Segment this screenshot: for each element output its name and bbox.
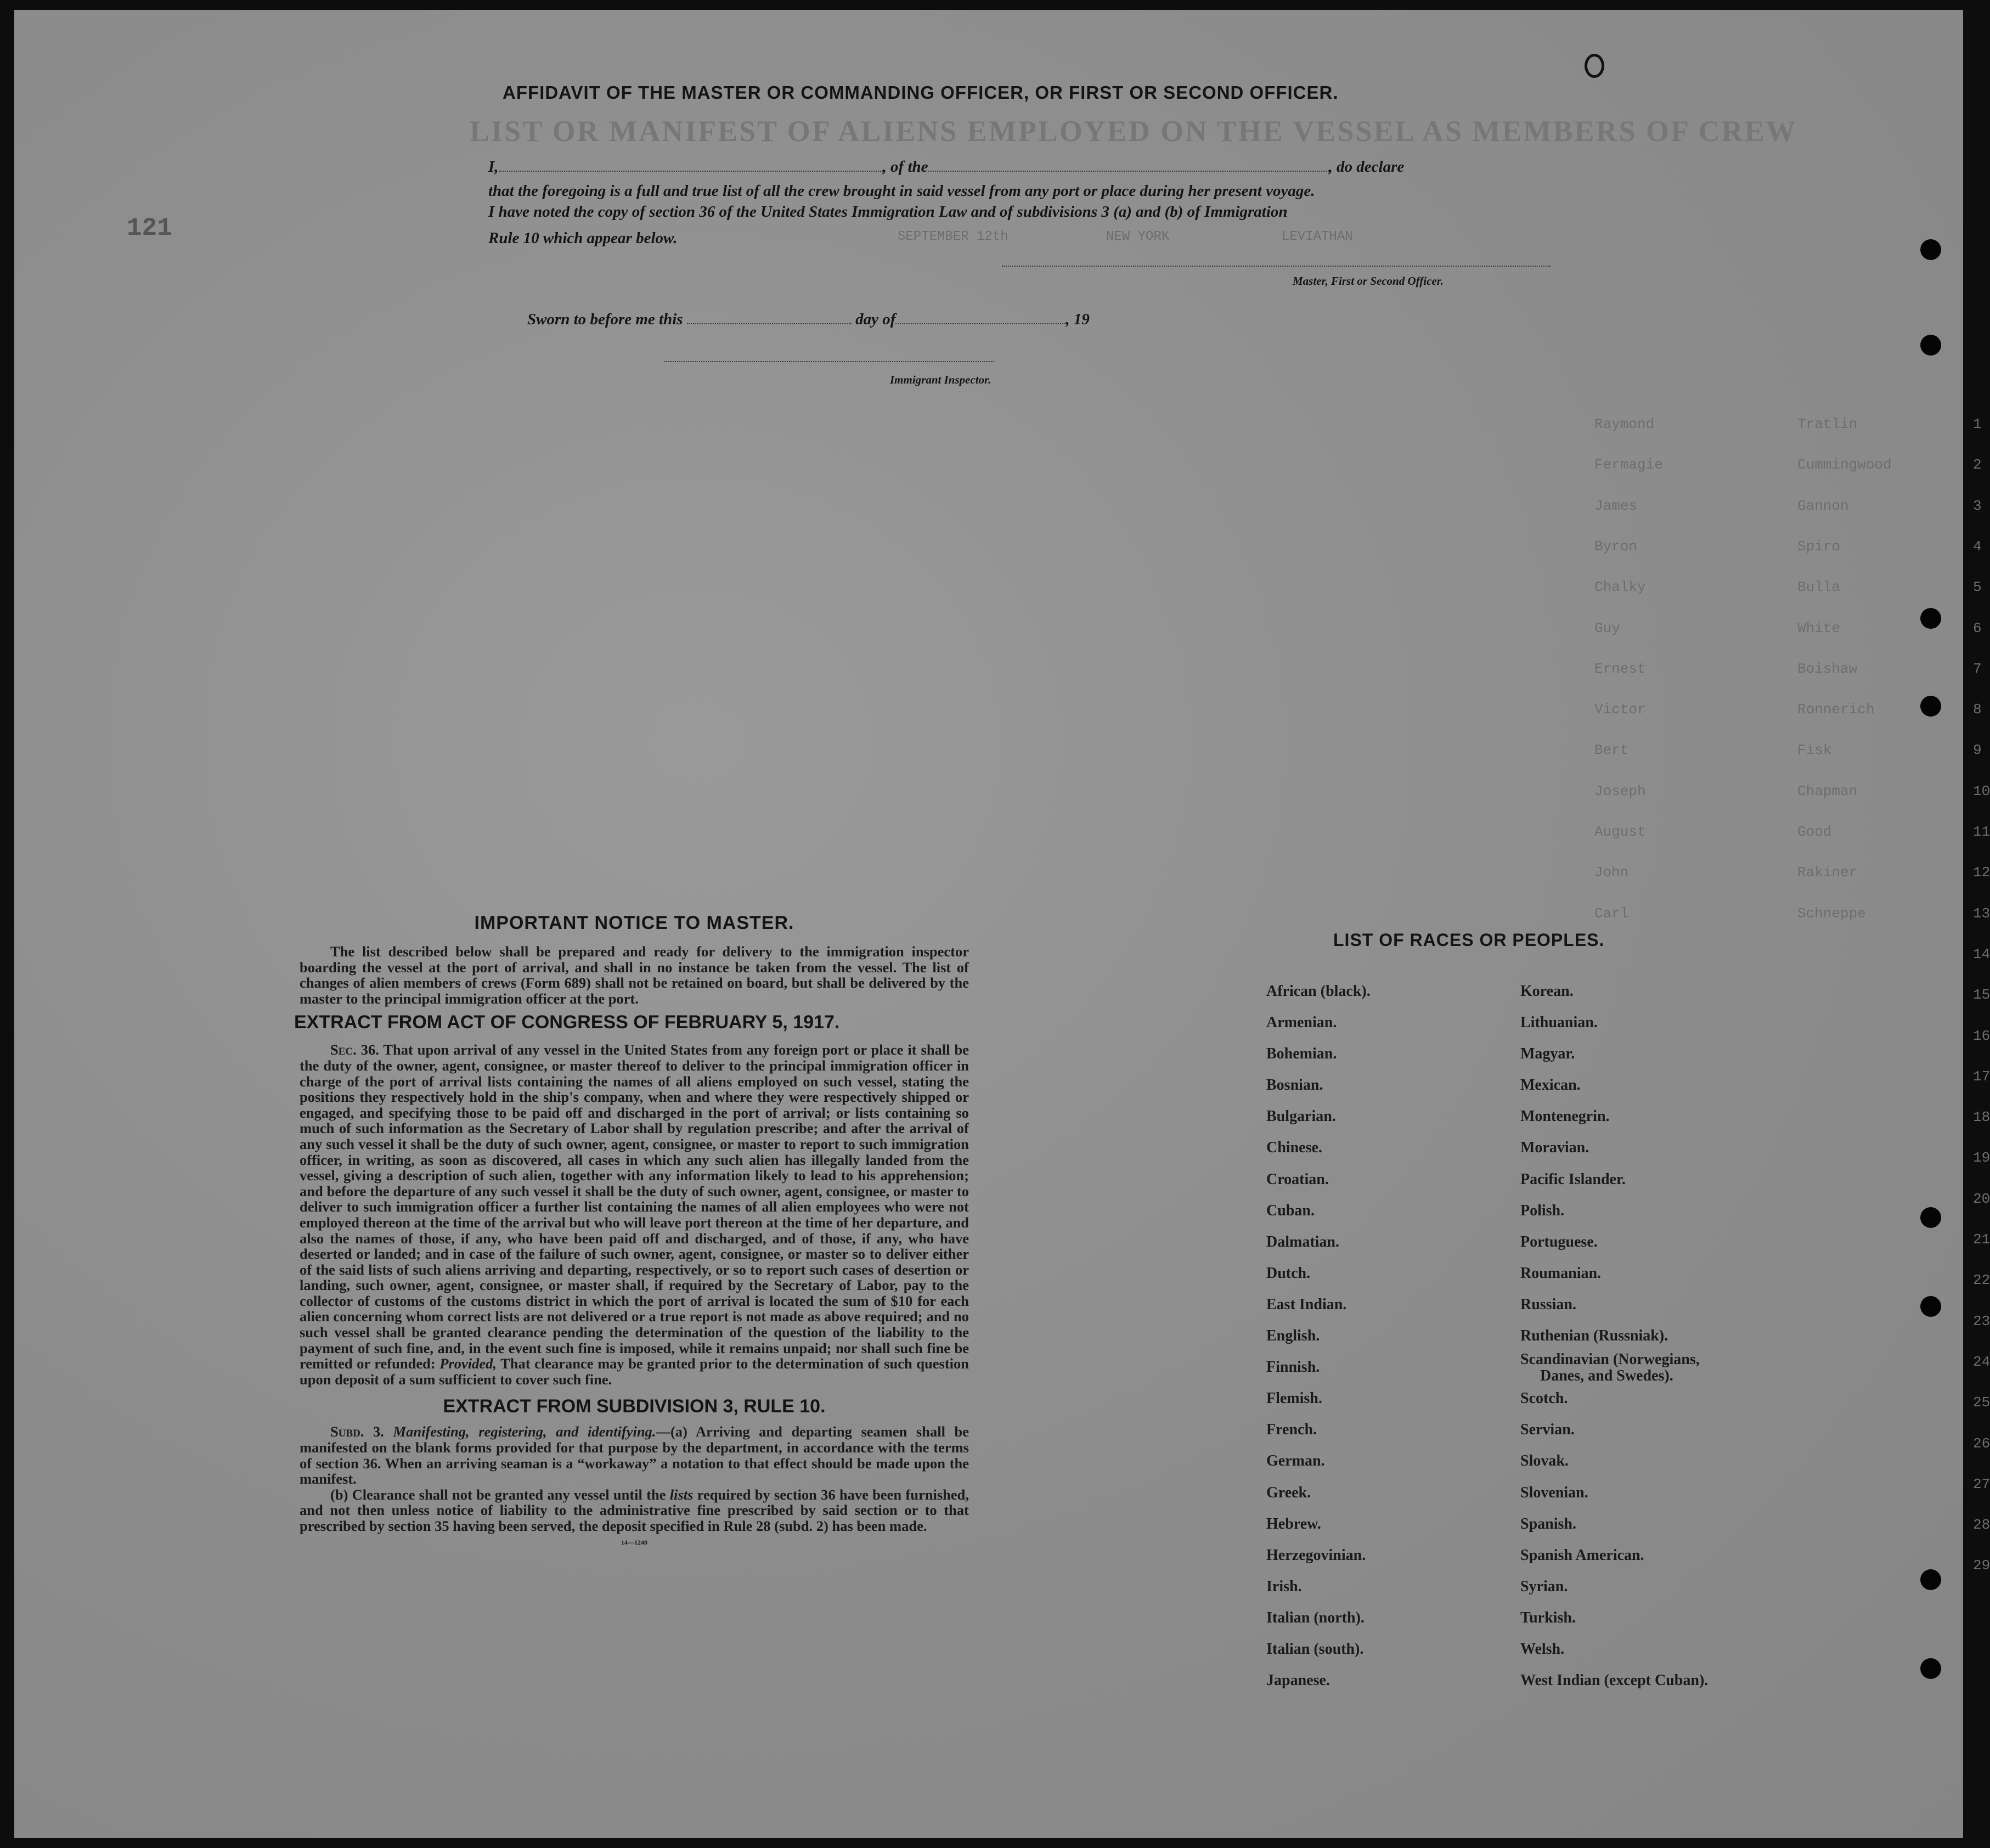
- race-item: Finnish.: [1266, 1359, 1320, 1376]
- inspector-signature-label: Immigrant Inspector.: [890, 373, 991, 386]
- background-row-number: 18: [1973, 1109, 1990, 1126]
- background-row-number: 21: [1973, 1231, 1990, 1248]
- manifest-page: [14, 10, 1990, 1838]
- background-given-name: James: [1594, 497, 1638, 514]
- background-side-number: 121: [127, 214, 172, 243]
- background-surname: Gannon: [1797, 497, 1849, 514]
- background-surname: Boishaw: [1797, 660, 1858, 677]
- race-item: Flemish.: [1266, 1390, 1322, 1407]
- background-given-name: Bert: [1594, 742, 1629, 759]
- sworn-day-field[interactable]: [687, 323, 852, 324]
- race-item: Italian (north).: [1266, 1609, 1365, 1626]
- background-row-number: 2: [1973, 457, 1982, 474]
- background-row: [179, 416, 1982, 432]
- race-item: German.: [1266, 1452, 1325, 1470]
- race-item: Danes, and Swedes).: [1540, 1367, 1673, 1385]
- background-row-number: 15: [1973, 987, 1990, 1004]
- race-item: Chinese.: [1266, 1139, 1322, 1157]
- race-item: Spanish American.: [1520, 1546, 1644, 1564]
- background-given-name: Joseph: [1594, 782, 1646, 799]
- background-vessel: LEVIATHAN: [1282, 229, 1353, 244]
- race-item: Slovenian.: [1520, 1484, 1588, 1501]
- background-row: [179, 824, 1990, 840]
- race-item: Welsh.: [1520, 1640, 1565, 1658]
- background-row: [179, 619, 1982, 636]
- background-given-name: Byron: [1594, 538, 1638, 555]
- background-given-name: Ernest: [1594, 660, 1646, 677]
- race-item: East Indian.: [1266, 1295, 1347, 1313]
- act-extract-body: [300, 1042, 969, 1387]
- affidavit-line-2: that the foregoing is a full and true list of all the crew brought in said vessel from any port or place during her present voyage.: [488, 182, 1315, 200]
- background-row-number: 22: [1973, 1272, 1990, 1289]
- background-row-number: 3: [1973, 497, 1982, 514]
- master-signature-field[interactable]: [1002, 266, 1551, 267]
- background-row-number: 9: [1973, 742, 1982, 759]
- sworn-day-of: day of: [855, 311, 896, 328]
- background-row: [179, 864, 1990, 881]
- background-row-number: 13: [1973, 905, 1990, 922]
- master-name-field[interactable]: [499, 171, 883, 172]
- background-row: [179, 497, 1982, 514]
- affidavit-i: I,: [488, 158, 499, 176]
- background-row-number: 8: [1973, 701, 1982, 718]
- background-surname: Tratlin: [1797, 416, 1858, 432]
- background-surname: Chapman: [1797, 782, 1858, 799]
- master-signature-label: Master, First or Second Officer.: [1293, 274, 1444, 288]
- notice-title: IMPORTANT NOTICE TO MASTER.: [474, 912, 794, 933]
- race-item: Irish.: [1266, 1577, 1302, 1595]
- inspector-signature-field[interactable]: [664, 361, 994, 362]
- background-row-number: 7: [1973, 660, 1982, 677]
- race-item: Bosnian.: [1266, 1077, 1323, 1094]
- background-row-number: 1: [1973, 416, 1982, 432]
- background-row-number: 11: [1973, 824, 1990, 840]
- background-row-number: 16: [1973, 1027, 1990, 1044]
- background-given-name: Victor: [1594, 701, 1646, 718]
- subd-3-label: Subd. 3.: [330, 1423, 384, 1440]
- binder-hole: [1920, 239, 1941, 260]
- race-item: Spanish.: [1520, 1515, 1576, 1533]
- subd-3-heading: Manifesting, registering, and identifying.: [393, 1423, 656, 1440]
- rule-b-start: (b) Clearance shall not be granted any vessel until the: [330, 1486, 666, 1503]
- background-row-number: 4: [1973, 538, 1982, 555]
- races-left-column: [1266, 976, 1371, 1696]
- rule-b-end: required by section 36 have been furnished, and not then unless notice of liability to the administrative fine prescribed by said section or to that prescribed by section 35 having been served, the deposit specified in Rule 28 (subd. 2) has been made.: [300, 1486, 969, 1534]
- background-row-number: 23: [1973, 1312, 1990, 1329]
- background-surname: Bulla: [1797, 579, 1841, 596]
- affidavit-line-4: Rule 10 which appear below.: [488, 229, 678, 247]
- race-item: Italian (south).: [1266, 1640, 1364, 1658]
- background-row-number: 17: [1973, 1068, 1990, 1085]
- rule-para-b: [300, 1487, 969, 1534]
- notice-column: [294, 912, 969, 1547]
- form-number: 14—1240: [621, 1538, 647, 1546]
- race-item: Greek.: [1266, 1484, 1311, 1501]
- notice-body: The list described below shall be prepared and ready for delivery to the immigration inspector boarding the vessel at the port of arrival, and shall in no instance be taken from the vessel. The list of changes of alien members of crews (Form 689) shall not be retained on board, but shall be delivered by the master to the principal immigration officer at the port.: [300, 943, 969, 1007]
- background-row: [179, 701, 1982, 718]
- sec-36-text: That upon arrival of any vessel in the United States from any foreign port or place it shall be the duty of the owner, agent, consignee, or master thereof to deliver to the principal immigration officer in charge of the port of arrival lists containing the names of all aliens employed on such vessel, stating the positions they respectively hold in the ship's company, when and where they were respectively shipped or engaged, and specifying those to be paid off and discharged in the port of arrival; or lists containing so much of such information as the Secretary of Labor shall by regulation prescribe; and after the arrival of any such vessel it shall be the duty of such owner, agent, consignee, or master to report to such immigration officer, in writing, as soon as discovered, all cases in which any such alien has illegally landed from the vessel, giving a description of such alien, together with any information likely to lead to his apprehension; and before the departure of any such vessel it shall be the duty of such owner, agent, consignee, or master to deliver to such immigration officer a further list containing the names of all alien employees who were not employed thereon at the time of the arrival but who will leave port thereon at the time of her departure, and also the names of those, if any, who have been paid off and discharged, and of those, if any, who have deserted or landed; and in case of the failure of such owner, agent, consignee, or master so to deliver either of the said lists of such aliens arriving and departing, respectively, or so to report such cases of desertion or landing, such owner, agent, consignee, or master shall, if required by the Secretary of Labor, pay to the collector of customs of the customs district in which the port of arrival is located the sum of $10 for each alien concerning whom correct lists are not delivered or a true report is not made as above required; and no such vessel shall be granted clearance pending the determination of the question of the liability to the payment of such fine, and, in the event such fine is imposed, while it remains unpaid; nor shall such fine be remitted or refunded:: [300, 1041, 969, 1372]
- race-item: Roumanian.: [1520, 1264, 1602, 1282]
- race-item: Herzegovinian.: [1266, 1546, 1366, 1564]
- affidavit-declare: , do declare: [1328, 158, 1405, 176]
- subd-3-text: —(a) Arriving and departing seamen shall be manifested on the blank forms provided for that purpose by the department, in accordance with the terms of section 36. When an arriving seaman is a “workaway” a notation to that effect should be made upon the manifest.: [300, 1423, 969, 1488]
- binder-hole: [1920, 1207, 1941, 1228]
- background-date: SEPTEMBER 12th: [898, 229, 1008, 244]
- race-item: Russian.: [1520, 1295, 1576, 1313]
- race-item: Dalmatian.: [1266, 1233, 1339, 1250]
- affidavit-line-3: I have noted the copy of section 36 of the United States Immigration Law and of subdivisions 3 (a) and (b) of Immigration: [488, 203, 1288, 221]
- sworn-year: , 19: [1066, 311, 1090, 328]
- race-item: Magyar.: [1520, 1045, 1575, 1063]
- background-row: [179, 579, 1982, 596]
- race-item: Scandinavian (Norwegians,: [1520, 1351, 1700, 1368]
- background-given-name: Raymond: [1594, 416, 1655, 432]
- race-item: Hebrew.: [1266, 1515, 1321, 1533]
- sworn-month-field[interactable]: [895, 323, 1066, 324]
- background-surname: White: [1797, 619, 1841, 636]
- corner-ring-icon: [1585, 54, 1604, 78]
- vessel-name-field[interactable]: [928, 171, 1329, 172]
- race-item: Croatian.: [1266, 1170, 1329, 1188]
- background-surname: Spiro: [1797, 538, 1841, 555]
- race-item: Mexican.: [1520, 1077, 1581, 1094]
- race-item: French.: [1266, 1421, 1317, 1439]
- races-right-column: [1520, 976, 1708, 1696]
- background-row: [179, 782, 1990, 799]
- race-item: Polish.: [1520, 1202, 1565, 1219]
- race-item: Bohemian.: [1266, 1045, 1337, 1063]
- race-item: Lithuanian.: [1520, 1014, 1598, 1032]
- race-item: Slovak.: [1520, 1452, 1569, 1470]
- background-given-name: Guy: [1594, 619, 1620, 636]
- background-port: NEW YORK: [1106, 229, 1170, 244]
- race-item: Japanese.: [1266, 1672, 1330, 1689]
- rule-extract-title: EXTRACT FROM SUBDIVISION 3, RULE 10.: [443, 1396, 826, 1417]
- race-item: Dutch.: [1266, 1264, 1311, 1282]
- affidavit-of-the: , of the: [882, 158, 928, 176]
- rule-para-a: [300, 1424, 969, 1486]
- background-row: [179, 457, 1982, 474]
- background-manifest-header: LIST OR MANIFEST OF ALIENS EMPLOYED ON THE VESSEL AS MEMBERS OF CREW: [470, 115, 1797, 148]
- background-surname: Good: [1797, 824, 1832, 840]
- background-surname: Fisk: [1797, 742, 1832, 759]
- background-given-name: August: [1594, 824, 1646, 840]
- affidavit-declaration-line: [488, 158, 1404, 176]
- race-item: Montenegrin.: [1520, 1108, 1610, 1125]
- background-row: [179, 660, 1982, 677]
- sec-36-text-end: That clearance may be granted prior to the determination of such question upon deposit of a sum sufficient to cover such fine.: [300, 1355, 969, 1388]
- background-row-number: 20: [1973, 1190, 1990, 1207]
- affidavit-title: AFFIDAVIT OF THE MASTER OR COMMANDING OFFICER, OR FIRST OR SECOND OFFICER.: [503, 82, 1339, 103]
- background-row-number: 26: [1973, 1435, 1990, 1452]
- race-item: English.: [1266, 1327, 1320, 1345]
- background-surname: Rakiner: [1797, 864, 1858, 881]
- sworn-line: [527, 311, 1090, 329]
- background-row-number: 19: [1973, 1150, 1990, 1167]
- sworn-label: Sworn to before me this: [527, 311, 683, 328]
- race-item: Servian.: [1520, 1421, 1575, 1439]
- race-item: Pacific Islander.: [1520, 1170, 1626, 1188]
- race-item: West Indian (except Cuban).: [1520, 1672, 1709, 1689]
- rule-b-lists: lists: [669, 1486, 694, 1503]
- race-item: Ruthenian (Russniak).: [1520, 1327, 1668, 1345]
- race-item: Korean.: [1520, 983, 1574, 1000]
- background-given-name: Fermagie: [1594, 457, 1663, 474]
- background-row-number: 10: [1973, 782, 1990, 799]
- background-given-name: Chalky: [1594, 579, 1646, 596]
- race-item: Moravian.: [1520, 1139, 1589, 1157]
- race-item: African (black).: [1266, 983, 1371, 1000]
- race-item: Armenian.: [1266, 1014, 1337, 1032]
- act-extract-title: EXTRACT FROM ACT OF CONGRESS OF FEBRUARY 5, 1917.: [294, 1012, 840, 1033]
- background-row-number: 25: [1973, 1394, 1990, 1411]
- race-item: Cuban.: [1266, 1202, 1315, 1219]
- binder-hole: [1920, 1658, 1941, 1679]
- background-row: [179, 538, 1982, 555]
- binder-hole: [1920, 335, 1941, 356]
- background-surname: Schneppe: [1797, 905, 1866, 922]
- background-surname: Ronnerich: [1797, 701, 1875, 718]
- race-item: Portuguese.: [1520, 1233, 1598, 1250]
- background-row-number: 28: [1973, 1517, 1990, 1534]
- background-given-name: Carl: [1594, 905, 1629, 922]
- races-title: LIST OF RACES OR PEOPLES.: [1333, 930, 1605, 950]
- background-surname: Cummingwood: [1797, 457, 1892, 474]
- sec-36-label: Sec. 36.: [330, 1041, 379, 1058]
- background-row: [179, 742, 1982, 759]
- background-row-number: 29: [1973, 1557, 1990, 1574]
- background-row-number: 27: [1973, 1475, 1990, 1492]
- background-given-name: John: [1594, 864, 1629, 881]
- background-row-number: 5: [1973, 579, 1982, 596]
- background-row-number: 12: [1973, 864, 1990, 881]
- background-row-number: 6: [1973, 619, 1982, 636]
- race-item: Bulgarian.: [1266, 1108, 1336, 1125]
- race-item: Syrian.: [1520, 1577, 1568, 1595]
- race-item: Turkish.: [1520, 1609, 1576, 1626]
- background-row-number: 24: [1973, 1353, 1990, 1370]
- background-row-number: 14: [1973, 945, 1990, 962]
- provided-word: Provided,: [439, 1355, 497, 1372]
- race-item: Scotch.: [1520, 1390, 1568, 1407]
